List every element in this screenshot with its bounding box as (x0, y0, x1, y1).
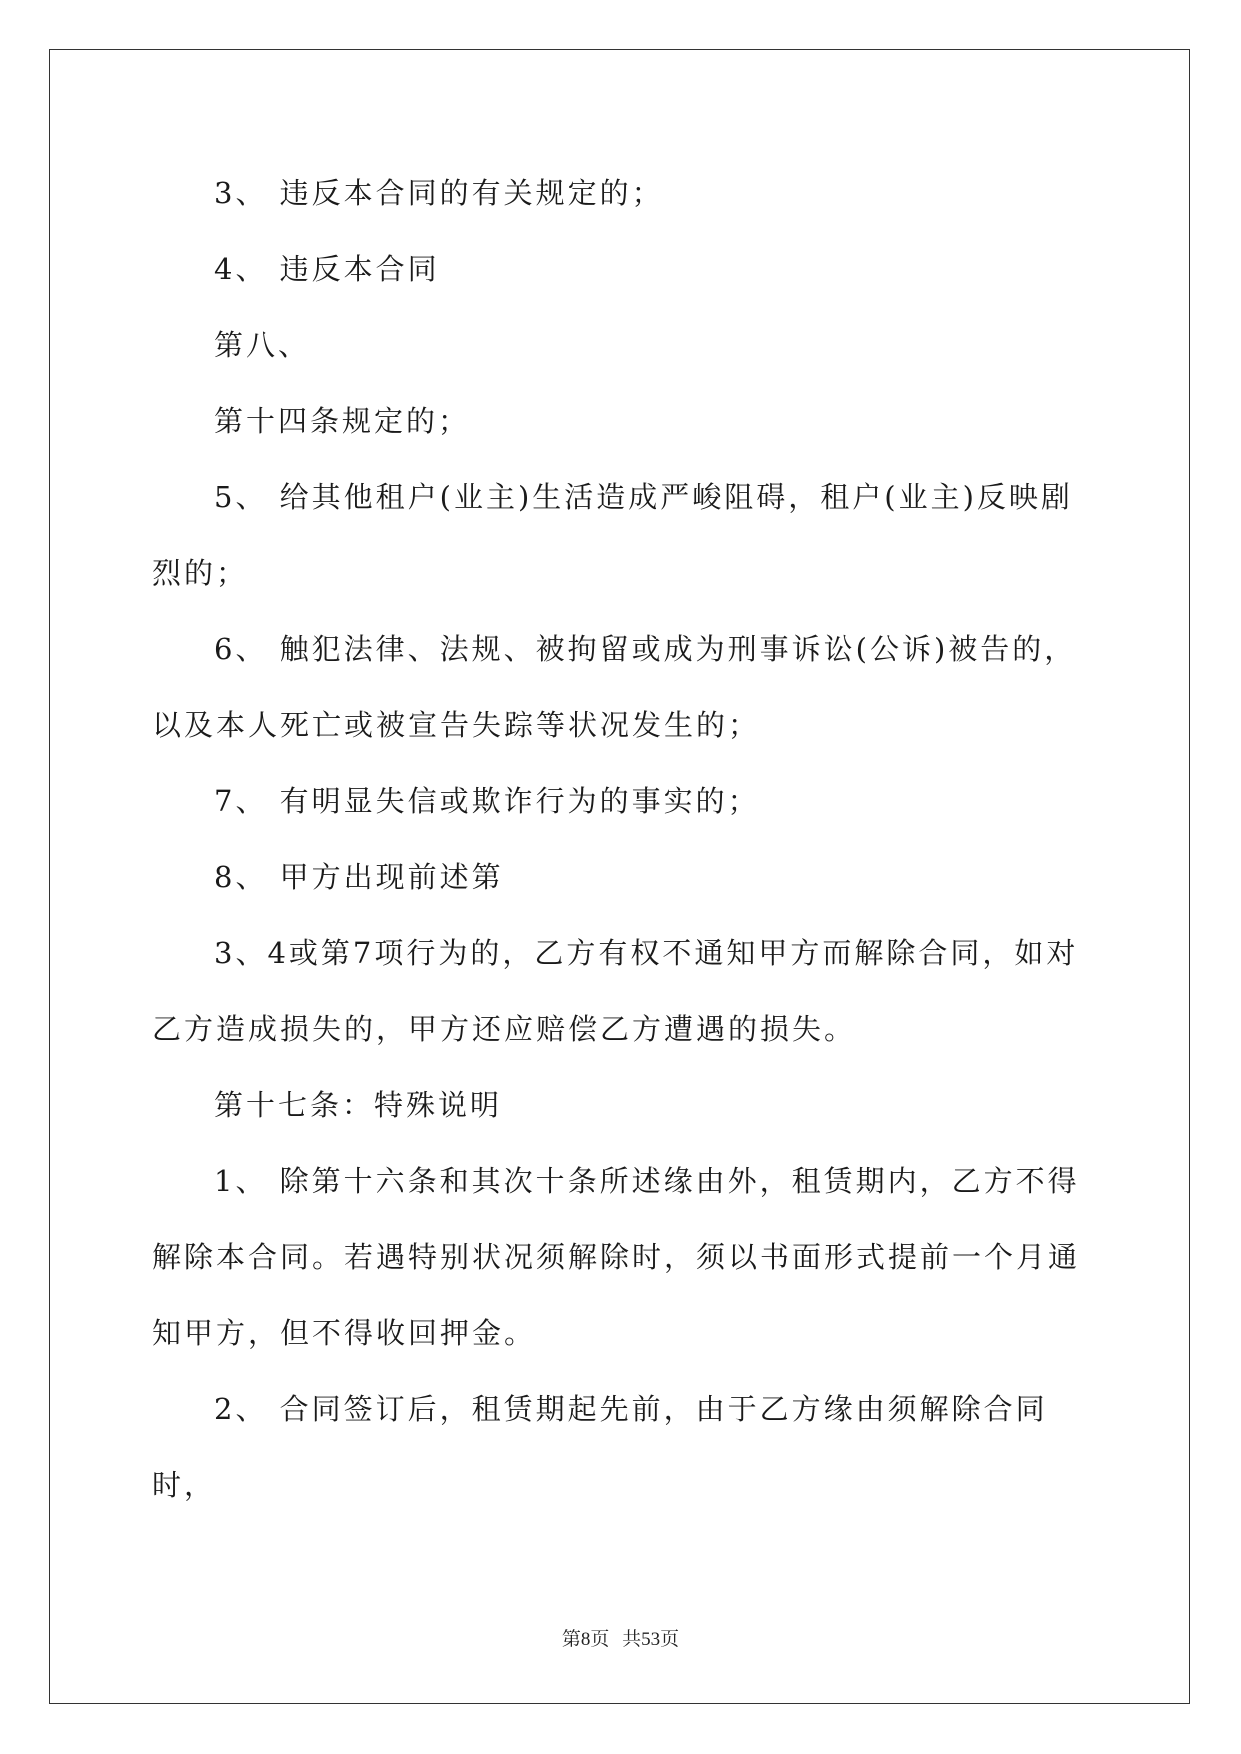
paragraph: 第十七条：特殊说明 (214, 1088, 503, 1122)
page-number: 第8页 (561, 1629, 610, 1650)
paragraph: 第十四条规定的； (214, 404, 471, 438)
paragraph: 3、4或第7项行为的，乙方有权不通知甲方而解除合同，如对乙方造成损失的，甲方还应赔偿乙方遭遇的损失。 (152, 936, 1079, 1046)
paragraph: 6、 触犯法律、法规、被拘留或成为刑事诉讼(公诉)被告的，以及本人死亡或被宣告失踪等状况发生的； (152, 632, 1077, 742)
document-body (152, 155, 1090, 1523)
paragraph: 2、 合同签订后，租赁期起先前，由于乙方缘由须解除合同时， (152, 1392, 1048, 1502)
paragraph: 3、 违反本合同的有关规定的； (214, 176, 664, 210)
paragraph: 5、 给其他租户(业主)生活造成严峻阻碍，租户(业主)反映剧烈的； (152, 480, 1073, 590)
paragraph: 1、 除第十六条和其次十条所述缘由外，租赁期内，乙方不得解除本合同。若遇特别状况须解除时，须以书面形式提前一个月通知甲方，但不得收回押金。 (152, 1164, 1081, 1350)
page-total: 共53页 (622, 1629, 680, 1650)
paragraph: 7、 有明显失信或欺诈行为的事实的； (214, 784, 760, 818)
paragraph: 第八、 (214, 328, 311, 362)
paragraph: 8、 甲方出现前述第 (214, 860, 504, 894)
page-footer (0, 1624, 1241, 1651)
paragraph: 4、 违反本合同 (214, 252, 440, 286)
